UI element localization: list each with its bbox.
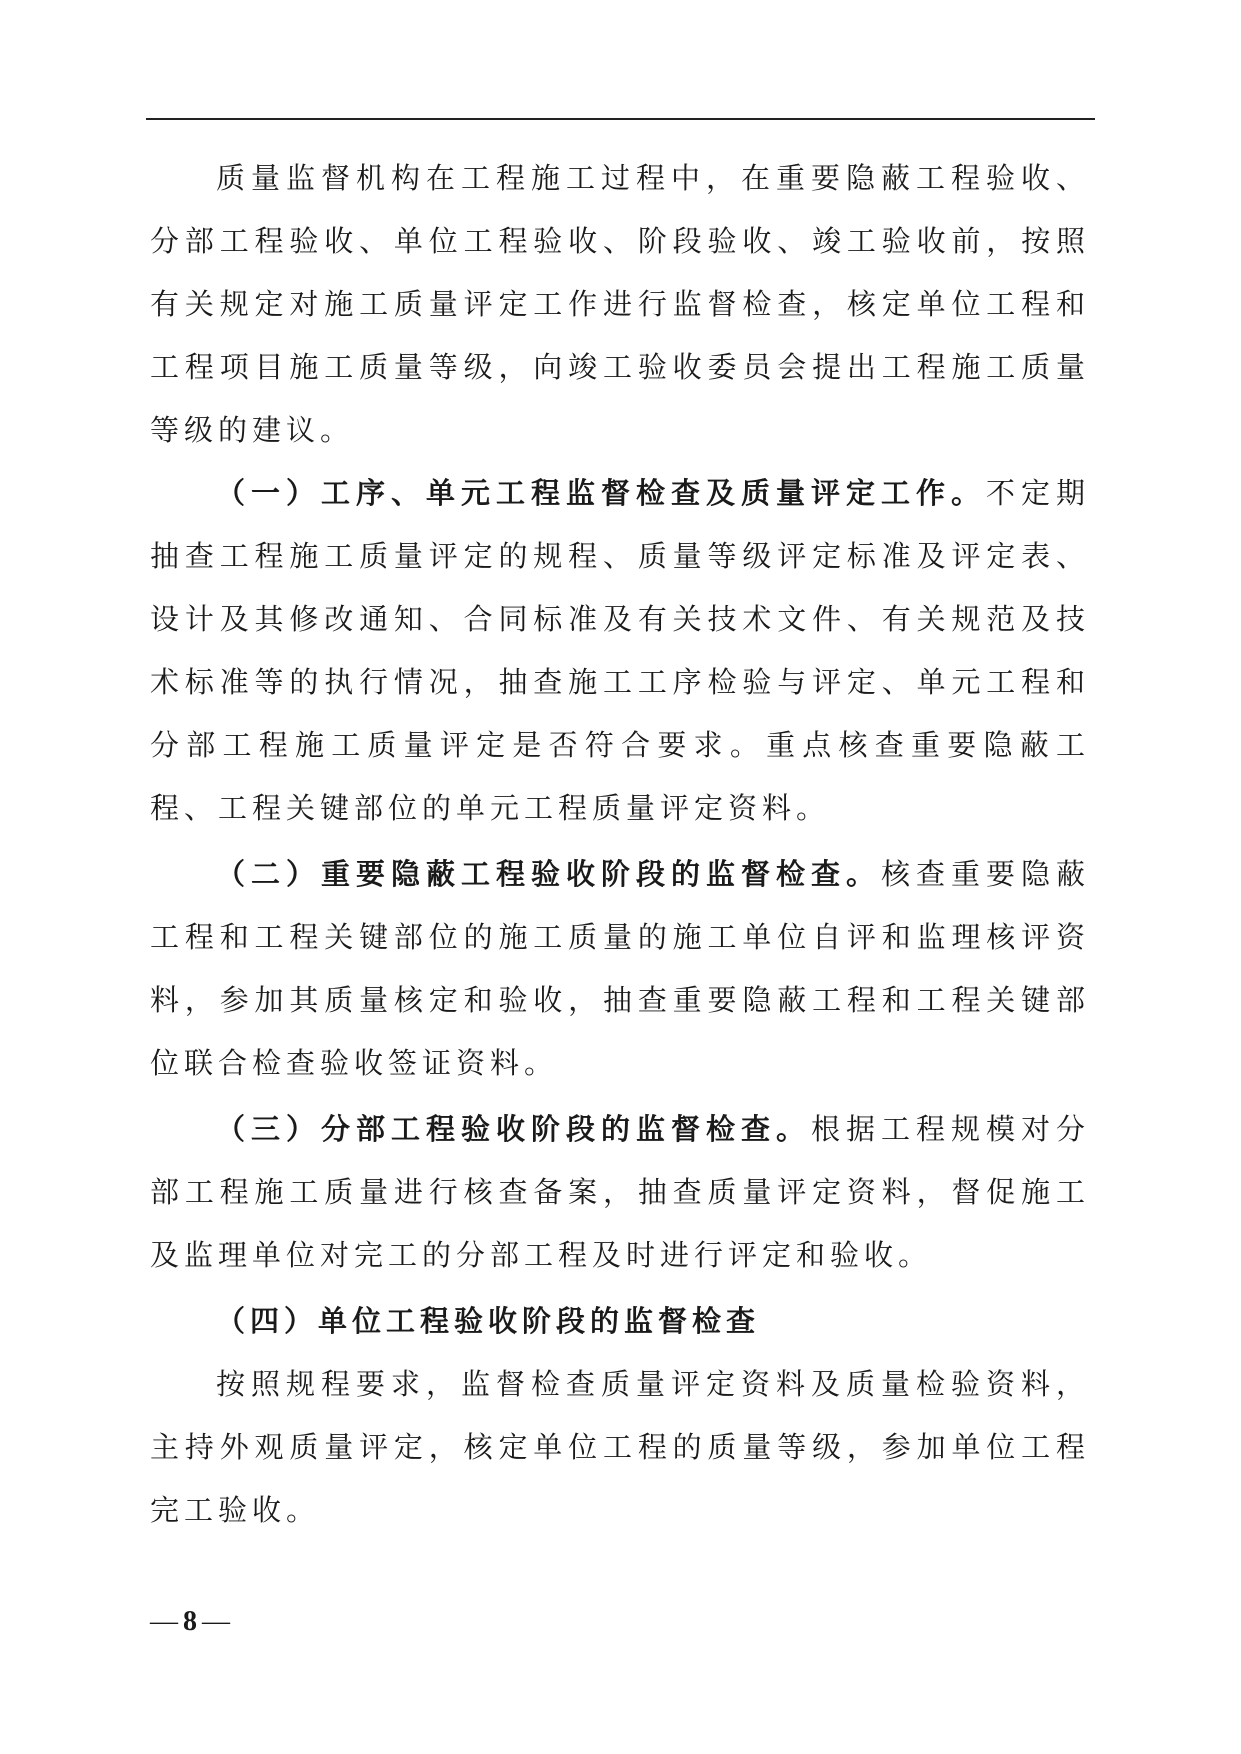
top-rule (146, 118, 1095, 120)
page-number-dash-right: — (202, 1606, 231, 1637)
page-number: 8 (183, 1606, 198, 1637)
paragraph-section-3 (150, 1098, 1090, 1287)
section-3-text: 根据工程规模对分部工程施工质量进行核查备案，抽查质量评定资料，督促施工及监理单位对完工的分部工程及时进行评定和验收。 (150, 1112, 1090, 1272)
paragraph-section-1 (150, 462, 1090, 840)
page-number-dash-left: — (150, 1606, 179, 1637)
section-3-heading: （三）分部工程验收阶段的监督检查。 (216, 1112, 811, 1146)
paragraph-intro-text: 质量监督机构在工程施工过程中，在重要隐蔽工程验收、分部工程验收、单位工程验收、阶段验收、竣工验收前，按照有关规定对施工质量评定工作进行监督检查，核定单位工程和工程项目施工质量等级，向竣工验收委员会提出工程施工质量等级的建议。 (150, 161, 1090, 447)
section-2-text: 核查重要隐蔽工程和工程关键部位的施工质量的施工单位自评和监理核评资料，参加其质量核定和验收，抽查重要隐蔽工程和工程关键部位联合检查验收签证资料。 (150, 857, 1090, 1080)
section-1-heading: （一）工序、单元工程监督检查及质量评定工作。 (216, 476, 986, 510)
section-2-heading: （二）重要隐蔽工程验收阶段的监督检查。 (216, 857, 881, 891)
paragraph-section-4-body (150, 1353, 1090, 1542)
section-4-text: 按照规程要求，监督检查质量评定资料及质量检验资料，主持外观质量评定，核定单位工程的质量等级，参加单位工程完工验收。 (150, 1367, 1090, 1527)
section-4-heading: （四）单位工程验收阶段的监督检查 (216, 1304, 761, 1338)
section-1-text: 不定期抽查工程施工质量评定的规程、质量等级评定标准及评定表、设计及其修改通知、合同标准及有关技术文件、有关规范及技术标准等的执行情况，抽查施工工序检验与评定、单元工程和分部工程施工质量评定是否符合要求。重点核查重要隐蔽工程、工程关键部位的单元工程质量评定资料。 (150, 476, 1090, 825)
body-text (150, 147, 1090, 1542)
paragraph-intro (150, 147, 1090, 462)
paragraph-section-2 (150, 843, 1090, 1095)
paragraph-section-4 (150, 1290, 1090, 1353)
page-number-footer (150, 1604, 231, 1640)
